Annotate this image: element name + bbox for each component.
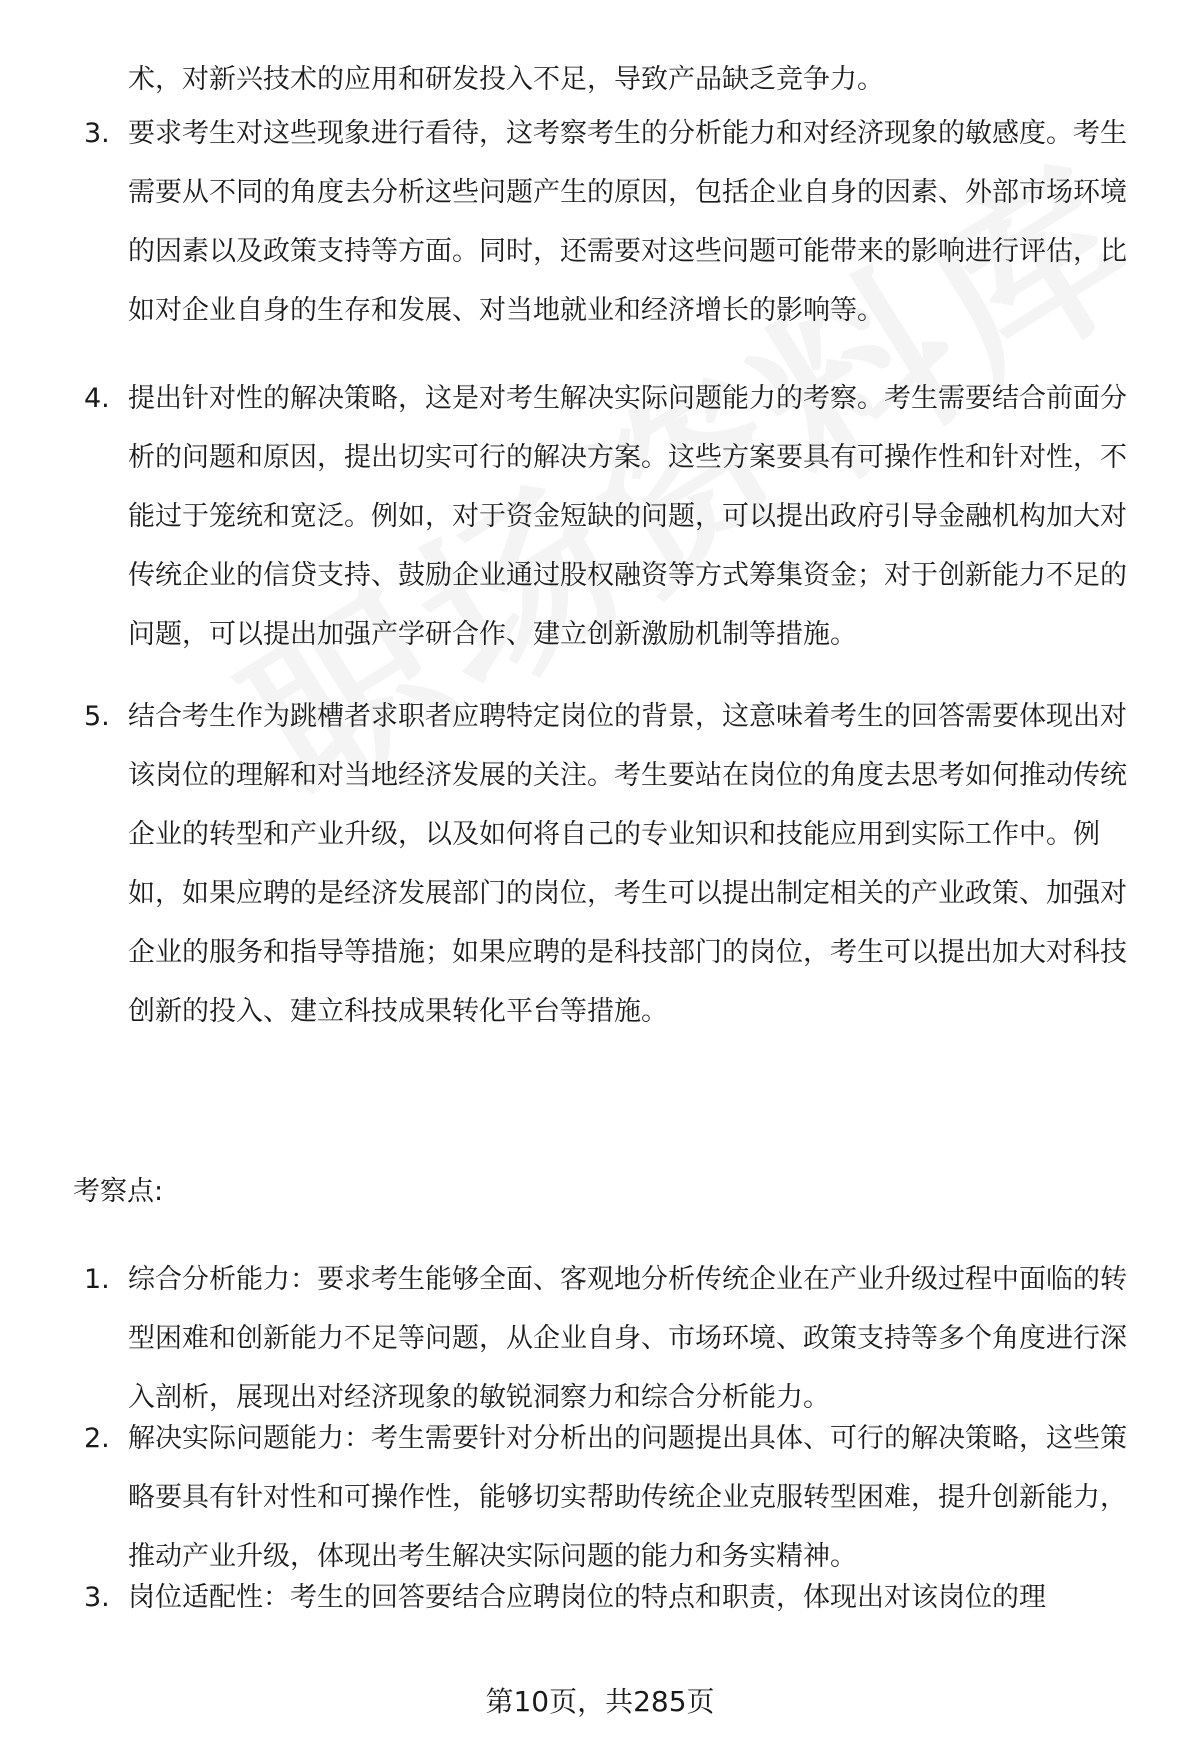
- item-text: 结合考生作为跳槽者求职者应聘特定岗位的背景，这意味着考生的回答需要体现出对该岗位的理解和对当地经济发展的关注。考生要站在岗位的角度去思考如何推动传统企业的转型和产业升级，以及如何将自己的专业知识和技能应用到实际工作中。例如，如果应聘的是经济发展部门的岗位，考生可以提出制定相关的产业政策、加强对企业的服务和指导等措施；如果应聘的是科技部门的岗位，考生可以提出加大对科技创新的投入、建立科技成果转化平台等措施。: [128, 701, 1127, 1027]
- item-number: 4.: [84, 383, 110, 414]
- list-item: [0, 104, 1143, 369]
- item-text: 综合分析能力：要求考生能够全面、客观地分析传统企业在产业升级过程中面临的转型困难和创新能力不足等问题，从企业自身、市场环境、政策支持等多个角度进行深入剖析，展现出对经济现象的敏锐洞察力和综合分析能力。: [128, 1264, 1127, 1413]
- continuation-line: 术，对新兴技术的应用和研发投入不足，导致产品缺乏竞争力。: [128, 64, 884, 95]
- list-item: [0, 687, 1143, 1027]
- list-item: [0, 1409, 1143, 1572]
- list-item: [0, 1250, 1143, 1413]
- analysis-list: [0, 104, 1200, 1027]
- list-item: [0, 369, 1143, 687]
- item-number: 2.: [84, 1423, 110, 1454]
- list-item: [0, 1568, 1143, 1627]
- item-text: 岗位适配性：考生的回答要结合应聘岗位的特点和职责，体现出对该岗位的理: [128, 1582, 1046, 1613]
- item-text: 要求考生对这些现象进行看待，这考察考生的分析能力和对经济现象的敏感度。考生需要从不同的角度去分析这些问题产生的原因，包括企业自身的因素、外部市场环境的因素以及政策支持等方面。同时，还需要对这些问题可能带来的影响进行评估，比如对企业自身的生存和发展、对当地就业和经济增长的影响等。: [128, 118, 1127, 326]
- item-text: 提出针对性的解决策略，这是对考生解决实际问题能力的考察。考生需要结合前面分析的问题和原因，提出切实可行的解决方案。这些方案要具有可操作性和针对性，不能过于笼统和宽泛。例如，对于资金短缺的问题，可以提出政府引导金融机构加大对传统企业的信贷支持、鼓励企业通过股权融资等方式筹集资金；对于创新能力不足的问题，可以提出加强产学研合作、建立创新激励机制等措施。: [128, 383, 1127, 650]
- points-list: [0, 1250, 1200, 1627]
- item-number: 3.: [84, 118, 110, 149]
- page-footer: 第10页，共285页: [485, 1685, 715, 1718]
- item-text: 解决实际问题能力：考生需要针对分析出的问题提出具体、可行的解决策略，这些策略要具有针对性和可操作性，能够切实帮助传统企业克服转型困难，提升创新能力，推动产业升级，体现出考生解决实际问题的能力和务实精神。: [128, 1423, 1127, 1572]
- item-number: 1.: [84, 1264, 110, 1295]
- item-number: 5.: [84, 701, 110, 732]
- item-number: 3.: [84, 1582, 110, 1613]
- section-title: 考察点:: [73, 1176, 164, 1207]
